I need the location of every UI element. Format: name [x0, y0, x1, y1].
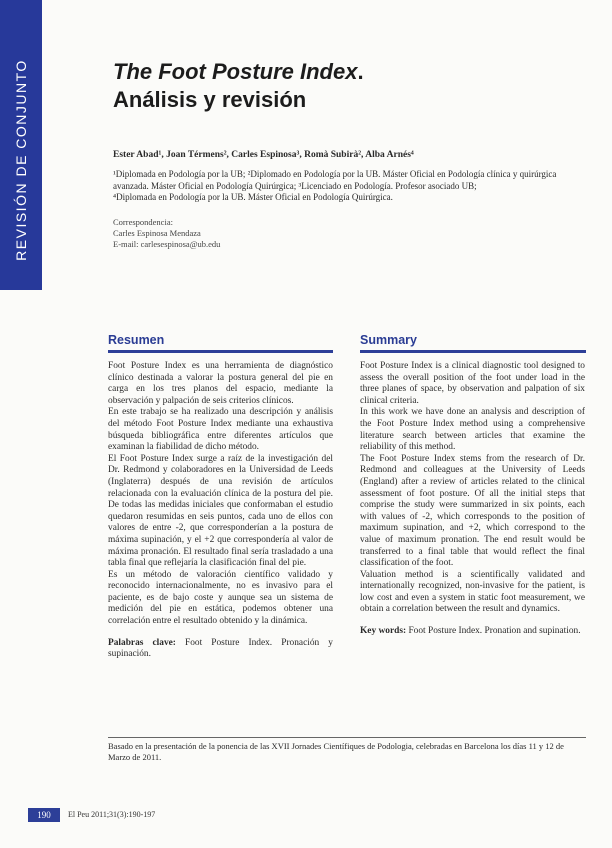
title-line1: The Foot Posture Index — [113, 59, 358, 84]
correspondence-email: E-mail: carlesespinosa@ub.edu — [113, 239, 221, 249]
summary-paragraph: In this work we have done an analysis and description of the Foot Posture Index method using a comprehensive literature search between articles that examine the reliability of this method. — [360, 407, 585, 453]
footnote: Basado en la presentación de la ponencia de las XVII Jornades Científiques de Podologia, celebradas en Barcelona los días 11 y 12 de Marzo de 2011. — [108, 741, 564, 762]
resumen-paragraph: El Foot Posture Index surge a raíz de la investigación del Dr. Redmond y colaboradores en la Universidad de Leeds (Inglaterra) después de una revisión de artículos relacionada con la evaluación clínica de la postura del pie. De todas las medidas iniciales que conformaban el estudio quedaron resumidas en seis puntos, cada uno de ellos con valores de entre -2, que corresponderían a la postura de máxima supinación, y el +2 que correspondería al valor de máxima pronación. El resultado final sería trasladado a una tabla final que reflejaría la clasificación final del pie. — [108, 453, 333, 569]
keywords-text: Foot Posture Index. Pronación y supinación. — [108, 637, 333, 660]
title-line1-dot: . — [357, 59, 364, 84]
section-tag: REVISIÓN DE CONJUNTO — [13, 59, 29, 261]
author-list: Ester Abad¹, Joan Térmens², Carles Espinosa³, Romà Subirà², Alba Arnés⁴ — [113, 150, 414, 160]
keywords-text: Foot Posture Index. Pronation and supination. — [408, 626, 581, 637]
resumen-rule — [108, 350, 333, 353]
section-sideband — [0, 0, 42, 290]
summary-rule — [360, 350, 586, 353]
article-title — [113, 58, 364, 114]
keywords-label: Key words: — [360, 626, 407, 637]
summary-paragraph: Valuation method is a scientifically validated and internationally recognized, non-invasive for the patient, is low cost and even a system in static foot measurement, we obtain a correlation between the result and dynamics. — [360, 569, 585, 615]
journal-reference: El Peu 2011;31(3):190-197 — [68, 810, 156, 819]
page-number: 190 — [28, 808, 60, 822]
summary-heading: Summary — [360, 333, 417, 347]
resumen-keywords — [108, 638, 333, 661]
keywords-label: Palabras clave: — [108, 637, 176, 648]
footnote-divider — [108, 737, 586, 738]
summary-body — [360, 361, 585, 638]
resumen-body — [108, 361, 333, 661]
summary-paragraph: Foot Posture Index is a clinical diagnostic tool designed to assess the overall position of the foot under load in the three planes of space, by observation and palpation of six clinical criteria. — [360, 361, 585, 406]
resumen-heading: Resumen — [108, 333, 165, 347]
summary-paragraph: The Foot Posture Index stems from the research of Dr. Redmond and colleagues at the University of Leeds (England) after a review of articles related to the clinical assessment of foot posture. Of all the initial steps that comprise the study were summarized in six points, each with values of -2, which corresponds to the position of maximum supination, and +2, which correspond to the value of maximum pronation. The end result would be transferred to a final table that would reflect the final classification of the foot. — [360, 453, 585, 569]
affiliations — [113, 169, 593, 204]
summary-keywords — [360, 626, 585, 638]
affiliation-line: ⁴Diplomada en Podología por la UB. Máster Oficial en Podología Quirúrgica. — [113, 192, 393, 202]
title-line2: Análisis y revisión — [113, 87, 307, 112]
affiliation-line: ¹Diplomada en Podología por la UB; ²Diplomado en Podología por la UB. Máster Oficial en Podología clínica y quirúrgica avanzada. Máster Oficial en Podología Quirúrgica; ³Licenciado en Podología. Profesor asociado UB; — [113, 169, 557, 191]
resumen-paragraph: Es un método de valoración científico validado y reconocido internacionalmente, no es invasivo para el paciente, es de bajo coste y aunque sea un sistema de medición del pie en estática, podemos obtener una correlación entre el resultado obtenido y la dinámica. — [108, 569, 333, 627]
correspondence-label: Correspondencia: — [113, 217, 173, 227]
correspondence-block — [113, 217, 220, 250]
resumen-paragraph: En este trabajo se ha realizado una descripción y análisis del método Foot Posture Index mediante una exhaustiva búsqueda bibliográfica entre diferentes artículos que examinan la fiabilidad de dicho método. — [108, 407, 333, 453]
resumen-paragraph: Foot Posture Index es una herramienta de diagnóstico clínico destinada a valorar la postura general del pie en carga en los tres planos del espacio, mediante la observación y palpación de seis criterios clínicos. — [108, 361, 333, 406]
correspondence-name: Carles Espinosa Mendaza — [113, 228, 201, 238]
